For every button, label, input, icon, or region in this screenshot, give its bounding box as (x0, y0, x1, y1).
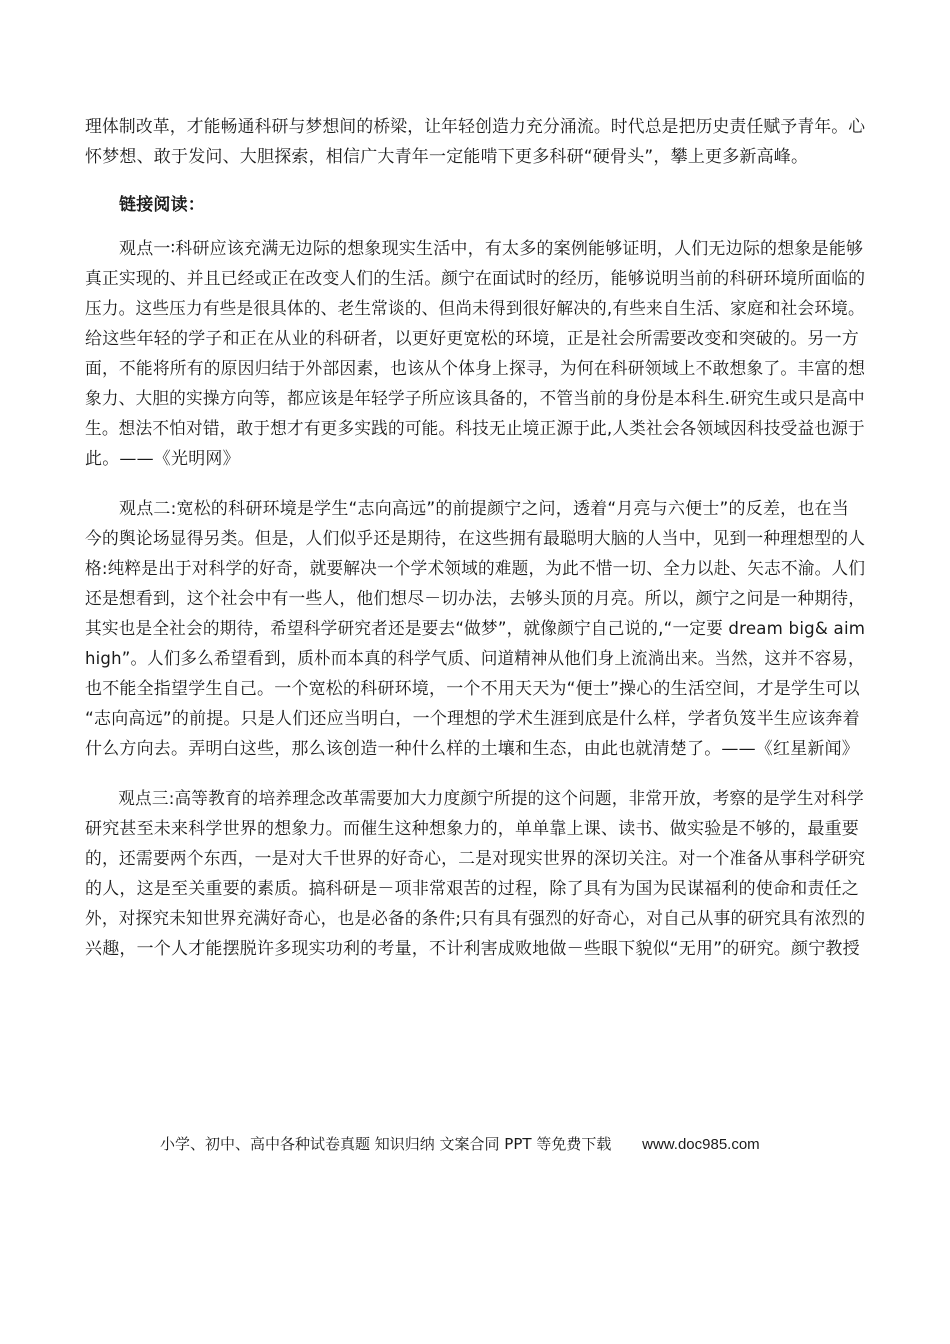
text-line: 生。想法不怕对错，敢于想才有更多实践的可能。科技无止境正源于此,人类社会各领域因科技受益也源于 (85, 419, 865, 439)
intro-paragraph (85, 112, 865, 172)
viewpoint-two-paragraph (85, 494, 865, 764)
text-line: 今的舆论场显得另类。但是，人们似乎还是期待，在这些拥有最聪明大脑的人当中，见到一种理想型的人 (85, 529, 866, 549)
text-line: 兴趣，一个人才能摆脱许多现实功利的考量，不计利害成败地做－些眼下貌似“无用”的研究。颜宁教授 (85, 939, 860, 959)
viewpoint-three-paragraph (85, 784, 865, 964)
text-line: 还是想看到，这个社会中有一些人，他们想尽－切办法，去够头顶的月亮。所以，颜宁之问是一种期待， (85, 589, 866, 609)
text-line: 观点二:宽松的科研环境是学生“志向高远”的前提颜宁之问，透着“月亮与六便士”的反差，也在当 (119, 499, 849, 519)
text-line: 此。——《光明网》 (85, 449, 240, 469)
text-line: 观点一∶科研应该充满无边际的想象现实生活中，有太多的案例能够证明，人们无边际的想象是能够 (119, 239, 864, 259)
text-line: 理体制改革，才能畅通科研与梦想间的桥梁，让年轻创造力充分涌流。时代总是把历史责任赋予青年。心 (85, 117, 866, 137)
text-line: 也不能全指望学生自己。一个宽松的科研环境，一个不用天天为“便士”操心的生活空间，才是学生可以 (85, 679, 860, 699)
text-line: high”。人们多么希望看到，质朴而本真的科学气质、问道精神从他们身上流淌出来。当然，这并不容易， (85, 649, 865, 669)
page-footer (160, 1133, 860, 1154)
text-line: 怀梦想、敢于发问、大胆探索，相信广大青年一定能啃下更多科研“硬骨头”，攀上更多新高峰。 (85, 147, 809, 167)
text-line: 观点三:高等教育的培养理念改革需要加大力度颜宁所提的这个问题，非常开放，考察的是学生对科学 (118, 789, 864, 809)
text-line: 真正实现的、并且已经或正在改变人们的生活。颜宁在面试时的经历，能够说明当前的科研环境所面临的 (85, 269, 866, 289)
viewpoint-one-paragraph (85, 234, 865, 474)
text-line: “志向高远”的前提。只是人们还应当明白，一个理想的学术生涯到底是什么样，学者负笈半生应该奔着 (85, 709, 860, 729)
text-line: 研究甚至未来科学世界的想象力。而催生这种想象力的，单单靠上课、读书、做实验是不够的，最重要 (85, 819, 859, 839)
text-line: 什么方向去。弄明白这些，那么该创造一种什么样的土壤和生态，由此也就清楚了。——《红星新闻》 (85, 739, 859, 759)
footer-text: 小学、初中、高中各种试卷真题 知识归纳 文案合同 PPT 等免费下载 (160, 1135, 612, 1153)
text-line: 象力、大胆的实操方向等，都应该是年轻学子所应该具备的，不管当前的身份是本科生.研究生或只是高中 (85, 389, 865, 409)
text-line: 面，不能将所有的原因归结于外部因素，也该从个体身上探寻，为何在科研领域上不敢想象了。丰富的想 (85, 359, 866, 379)
text-line: 其实也是全社会的期待，希望科学研究者还是要去“做梦”，就像颜宁自己说的,“一定要 dream big& aim (85, 619, 866, 639)
document-body (85, 112, 865, 964)
footer-url[interactable]: www.doc985.com (642, 1136, 760, 1153)
text-line: 的人，这是至关重要的素质。搞科研是－项非常艰苦的过程，除了具有为国为民谋福利的使命和责任之 (85, 879, 859, 899)
text-line: 给这些年轻的学子和正在从业的科研者，以更好更宽松的环境，正是社会所需要改变和突破的。另一方 (85, 329, 859, 349)
text-line: 外，对探究未知世界充满好奇心，也是必备的条件;只有具有强烈的好奇心，对自己从事的研究具有浓烈的 (85, 909, 866, 929)
section-heading: 链接阅读： (119, 195, 205, 215)
text-line: 格:纯粹是出于对科学的好奇，就要解决一个学术领域的难题，为此不惜一切、全力以赴、矢志不渝。人们 (85, 559, 866, 579)
text-line: 压力。这些压力有些是很具体的、老生常谈的、但尚未得到很好解决的,有些来自生活、家庭和社会环境。 (85, 299, 865, 319)
text-line: 的，还需要两个东西，一是对大千世界的好奇心，二是对现实世界的深切关注。对一个准备从事科学研究 (85, 849, 866, 869)
